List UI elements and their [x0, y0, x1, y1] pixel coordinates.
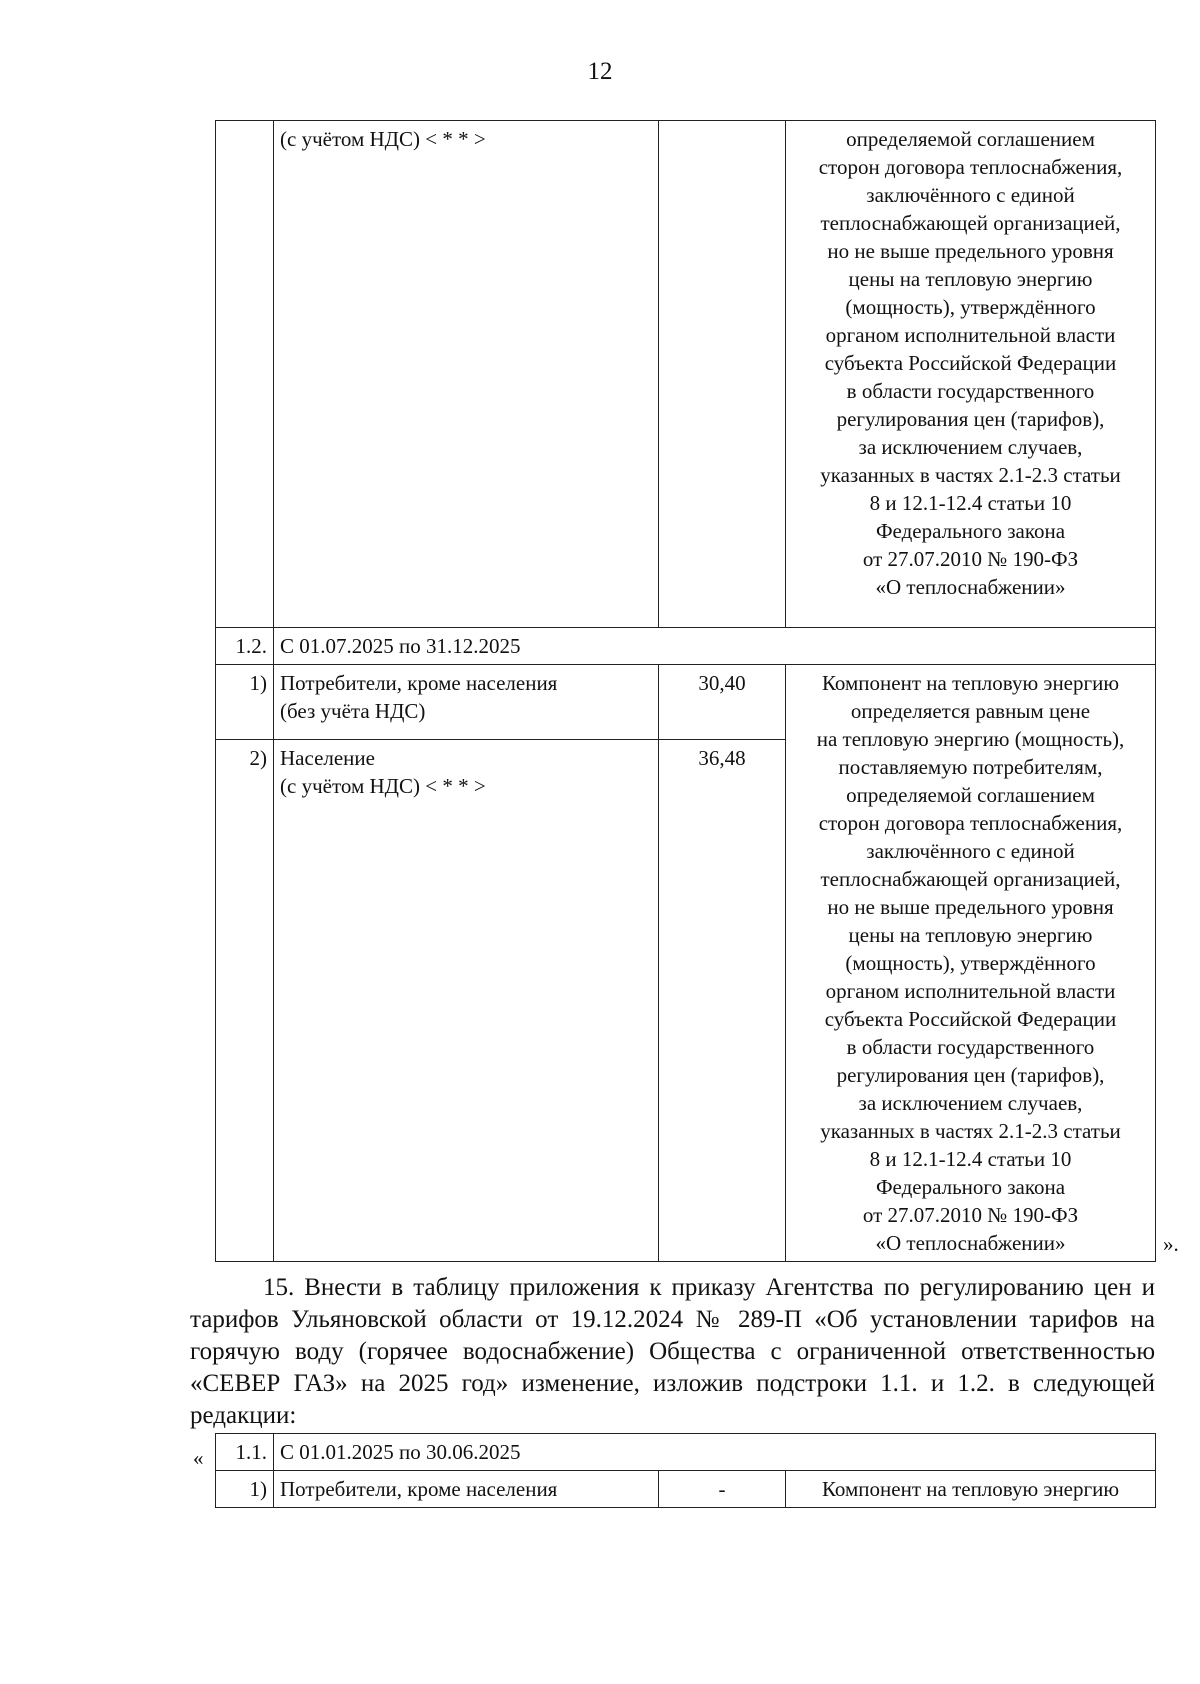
table-row-period	[216, 1434, 1156, 1471]
description-line: указанных в частях 2.1-2.3 статьи	[820, 463, 1121, 487]
description-line: Федерального закона	[875, 519, 1066, 543]
description-line: цены на тепловую энергию	[848, 267, 1093, 291]
consumer-name: Население	[280, 746, 375, 771]
description-line: определяемой соглашением	[846, 783, 1095, 807]
description-line: регулирования цен (тарифов),	[836, 1063, 1105, 1087]
description-line: сторон договора теплоснабжения,	[818, 811, 1123, 835]
description-line: заключённого с единой	[866, 839, 1075, 863]
component-description-cell	[786, 121, 1156, 628]
row-number-cell: 1)	[216, 665, 274, 740]
description-line: цены на тепловую энергию	[848, 923, 1093, 947]
tariff-value-cell: -	[659, 1471, 786, 1508]
description-line: «О теплоснабжении»	[875, 575, 1066, 599]
consumer-name: Потребители, кроме населения	[280, 671, 558, 695]
description-line: 8 и 12.1-12.4 статьи 10	[869, 1147, 1072, 1171]
description-line: Федерального закона	[875, 1175, 1066, 1199]
description-line: но не выше предельного уровня	[827, 239, 1114, 263]
tariff-value-cell	[659, 121, 786, 628]
description-line: 8 и 12.1-12.4 статьи 10	[869, 491, 1072, 515]
component-description-cell: Компонент на тепловую энергию	[786, 1471, 1156, 1508]
description-line: за исключением случаев,	[858, 1091, 1083, 1115]
description-line: органом исполнительной власти	[825, 979, 1116, 1003]
description-line: указанных в частях 2.1-2.3 статьи	[820, 1119, 1121, 1143]
row-number-cell	[216, 121, 274, 628]
row-number-cell: 2)	[216, 740, 274, 1262]
description-line: от 27.07.2010 № 190-ФЗ	[862, 547, 1079, 571]
description-line: органом исполнительной власти	[825, 323, 1116, 347]
vat-note: (без учёта НДС)	[280, 699, 426, 723]
description-line: регулирования цен (тарифов),	[836, 407, 1105, 431]
description-line: в области государственного	[846, 1035, 1095, 1059]
description-line: но не выше предельного уровня	[827, 895, 1114, 919]
row-number-cell: 1)	[216, 1471, 274, 1508]
table-row	[216, 1471, 1156, 1508]
description-line: заключённого с единой	[866, 183, 1075, 207]
period-number: 1.1.	[216, 1434, 274, 1471]
consumer-name-cell: (с учётом НДС) < * * >	[274, 121, 659, 628]
description-line: определяется равным цене	[850, 699, 1091, 723]
description-line: поставляемую потребителям,	[838, 755, 1103, 779]
description-line: в области государственного	[846, 379, 1095, 403]
description-line: на тепловую энергию (мощность),	[816, 727, 1125, 751]
table-row	[216, 665, 1156, 740]
tariff-table-continued	[215, 120, 1156, 1262]
tariff-value-cell: 36,48	[659, 740, 786, 1262]
table-row-continuation	[216, 121, 1156, 628]
description-line: за исключением случаев,	[858, 435, 1083, 459]
consumer-name-cell	[274, 665, 659, 740]
description-line: (мощность), утверждённого	[845, 295, 1096, 319]
page-number: 12	[587, 58, 613, 85]
description-line: от 27.07.2010 № 190-ФЗ	[862, 1203, 1079, 1227]
period-label: С 01.07.2025 по 31.12.2025	[274, 628, 1156, 665]
component-description-cell	[786, 665, 1156, 1262]
closing-quote: ».	[1163, 1232, 1179, 1256]
consumer-name-cell: Потребители, кроме населения	[274, 1471, 659, 1508]
tariff-table-new	[215, 1433, 1156, 1508]
description-line: «О теплоснабжении»	[875, 1231, 1066, 1255]
description-line: субъекта Российской Федерации	[824, 351, 1117, 375]
amendment-paragraph	[190, 1272, 1155, 1432]
consumer-name-cell	[274, 740, 659, 1262]
vat-note: (с учётом НДС) < * * >	[280, 774, 486, 799]
tariff-value-cell: 30,40	[659, 665, 786, 740]
description-line: субъекта Российской Федерации	[824, 1007, 1117, 1031]
description-line: теплоснабжающей организацией,	[820, 211, 1121, 235]
period-number: 1.2.	[216, 628, 274, 665]
period-label: С 01.01.2025 по 30.06.2025	[274, 1434, 1156, 1471]
description-line: сторон договора теплоснабжения,	[818, 155, 1123, 179]
description-line: определяемой соглашением	[846, 127, 1095, 151]
amendment-text: 15. Внести в таблицу приложения к приказу Агентства по регулированию цен и тарифов Ульяновской области от 19.12.2024 № 289-П «Об установлении тарифов на горячую воду (горячее водоснабжение) Общества с ограниченной ответственностью «СЕВЕР ГАЗ» на 2025 год» изменение, изложив подстроки 1.1. и 1.2. в следующей редакции:	[190, 1274, 1155, 1429]
opening-quote: «	[193, 1446, 204, 1470]
table-row-period	[216, 628, 1156, 665]
description-line: теплоснабжающей организацией,	[820, 867, 1121, 891]
description-line: (мощность), утверждённого	[845, 951, 1096, 975]
description-line: Компонент на тепловую энергию	[821, 671, 1120, 695]
